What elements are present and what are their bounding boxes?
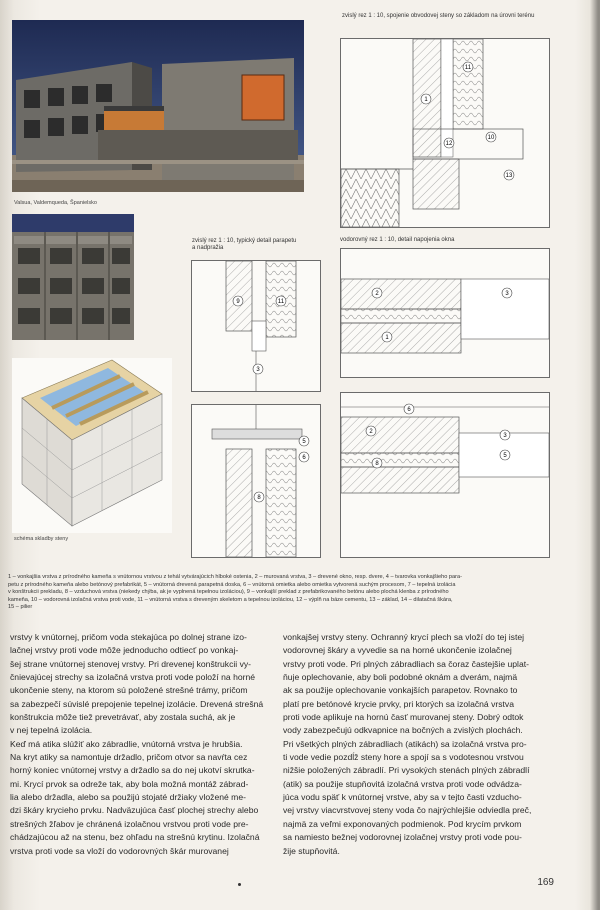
callout-mrb-2: 2 bbox=[369, 429, 373, 435]
callout-tr-10: 10 bbox=[487, 135, 495, 141]
text-line: vrstvy k vnútornej, pričom voda stekajúca po dolnej strane izo- bbox=[10, 632, 247, 642]
wall-scheme-illustration bbox=[12, 358, 172, 533]
text-line: čnievajúcej strechy sa izolačná vrstva proti vode položí na horné bbox=[10, 672, 256, 683]
text-line: sa zabezpečí súvislé prepojenie tepelnej izolácie. Drevená strešná bbox=[10, 698, 264, 709]
text-line: dzi škáry krycieho prvku. Nadväzujúca časť plochej strechy alebo bbox=[10, 805, 259, 816]
text-line: platí pre betónové krycie prvky, pri ktorých sa izolačná vrstva bbox=[283, 698, 515, 709]
drawing-mid-left-title-line2: a nadpražia bbox=[192, 245, 224, 251]
text-line: chádzajúcou až na stenu, bez ohľadu na strešnú krytinu. Izolačná bbox=[10, 832, 260, 843]
photo-house-exterior bbox=[12, 20, 304, 192]
section-drawing-foundation bbox=[340, 38, 550, 228]
callout-mrb-3: 3 bbox=[503, 433, 507, 439]
drawing-mid-left-title bbox=[192, 238, 296, 252]
text-line: vody zabezpečujú odkvapnice na bočných a zvislých plochách. bbox=[283, 725, 523, 736]
text-column-right bbox=[283, 631, 551, 858]
text-line: vej vrstvy viacvrstvovej steny voda čo najrýchlejšie odviedla preč, bbox=[283, 805, 532, 816]
callout-mrb-8: 8 bbox=[375, 461, 379, 467]
text-line: v nej tepelná izolácia. bbox=[10, 725, 93, 736]
page-number: 169 bbox=[537, 877, 554, 888]
text-line: ňuje oplechovanie, aby boli podobné oknám a dverám, najmä bbox=[283, 672, 518, 683]
callout-mlb-8: 8 bbox=[257, 495, 261, 501]
photo-facade bbox=[12, 214, 134, 340]
bullet-dot bbox=[238, 883, 241, 886]
text-line: konštrukcia môže tiež prevetrávať, aby zostala suchá, ak je bbox=[10, 712, 236, 723]
callout-mrb-5: 5 bbox=[503, 453, 507, 459]
photo3-caption: schéma skladby steny bbox=[14, 536, 69, 542]
text-line: vrstva proti vode sa vloží do vodorovných škár murovanej bbox=[10, 845, 229, 856]
text-line: (atik) sa použije stupňovitá izolačná vrstva proti vode odvádza- bbox=[283, 778, 522, 789]
text-column-left bbox=[10, 631, 272, 858]
section-drawing-window-bottom bbox=[340, 392, 550, 558]
legend-line: 15 – pilier bbox=[8, 604, 33, 611]
callout-tr-12: 12 bbox=[445, 141, 453, 147]
legend-line: petu z prírodného kameňa alebo betónový prefabrikát, 5 – vnútorná drevená parapetná doska, 6 – vnútorná omietka alebo omietka vytvorená suchým procesom, 7 – tepelná izolácia bbox=[8, 581, 456, 588]
text-line: lačnej vrstvy proti vode môže jednoducho odtiecť po vonkaj- bbox=[10, 645, 239, 656]
text-line: Pri všetkých plných zábradliach (atikách) sa izolačná vrstva pro- bbox=[283, 738, 527, 749]
callout-mlb-6: 6 bbox=[302, 455, 306, 461]
drawing-mid-right-title: vodorovný rez 1 : 10, detail napojenia okna bbox=[340, 237, 455, 243]
section-drawing-parapet bbox=[191, 260, 321, 392]
callout-ml-11: 11 bbox=[277, 299, 285, 305]
callout-mr-2: 2 bbox=[375, 291, 379, 297]
text-line: sa namiesto bežnej vodorovnej izolačnej vrstvy proti vode pou- bbox=[283, 832, 522, 843]
section-drawing-window-top bbox=[340, 248, 550, 378]
text-line: lia alebo držadla, alebo sa použijú stojaté držiaky vložené me- bbox=[10, 792, 246, 803]
text-line: ak sa použije oplechovanie vonkajších parapetov. Rovnako to bbox=[283, 685, 518, 696]
callout-tr-13: 13 bbox=[505, 173, 513, 179]
callout-mr-1: 1 bbox=[385, 335, 389, 341]
section-drawing-sill bbox=[191, 404, 321, 558]
text-line: Keď má atika slúžiť ako zábradlie, vnútorná vrstva je hrubšia. bbox=[10, 738, 243, 749]
text-line: vodorovnej škáry a vyvedie sa na horné ukončenie izolačnej bbox=[283, 645, 512, 656]
text-line: horný koniec vnútornej vrstvy a držadlo sa do nej ukotví skrutka- bbox=[10, 765, 255, 776]
callout-ml-9: 9 bbox=[236, 299, 240, 305]
callout-tr-11: 11 bbox=[464, 65, 472, 71]
text-line: nižšie položených zábradlí. Pri vysokých stenách plných zábradlí bbox=[283, 765, 530, 776]
callout-mr-3: 3 bbox=[505, 291, 509, 297]
drawing-mid-left-title-line1: zvislý rez 1 : 10, typický detail parapetu bbox=[192, 238, 297, 244]
figure-legend bbox=[8, 574, 548, 612]
text-line: strešných žľabov je chránená izolačnou vrstvou proti vode pre- bbox=[10, 818, 249, 829]
drawing-top-right-title: zvislý rez 1 : 10, spojenie obvodovej steny so základom na úrovni terénu bbox=[342, 13, 535, 19]
text-line: júca vodu späť k vnútornej vrstve, aby sa v tejto časti vzducho- bbox=[283, 792, 522, 803]
callout-mlb-5: 5 bbox=[302, 439, 306, 445]
text-line: mi. Krycí prvok sa odreže tak, aby bola možná montáž zábrad- bbox=[10, 778, 249, 789]
text-line: Na kryt atiky sa namontuje držadlo, pričom otvor sa navŕta cez bbox=[10, 752, 248, 763]
callout-ml-3: 3 bbox=[256, 367, 260, 373]
text-line: proti vode aplikuje na hornú časť murovanej steny. Dobrý odtok bbox=[283, 712, 524, 723]
text-line: žije stupňovitá. bbox=[283, 845, 340, 856]
text-line: šej strane vnútornej stenovej vrstvy. Pri drevenej konštrukcii vy- bbox=[10, 658, 252, 669]
legend-line: 1 – vonkajšia vrstva z prírodného kameňa s vnútornou vrstvou z tehál vytvárajúcich hlboké ostenia, 2 – murovaná vrstva, 3 – drevené okno, resp. dvere, 4 – tvarovka vonkajšieho para- bbox=[8, 574, 462, 580]
photo1-caption: Valsua, Valdemqueda, Španielsko bbox=[14, 200, 97, 206]
text-line: vonkajšej vrstvy steny. Ochranný krycí plech sa vloží do tej istej bbox=[283, 632, 525, 642]
text-line: najmä za veľmi exponovaných podmienok. Pod krycím prvkom bbox=[283, 818, 522, 829]
text-line: vrstvy proti vode. Pri plných zábradliach sa čoraz častejšie uplat- bbox=[283, 658, 529, 669]
text-line: ti vode vedie pozdĺž steny hore a spojí sa s vodotesnou vrstvou bbox=[283, 752, 524, 763]
callout-mrb-6: 6 bbox=[407, 407, 411, 413]
callout-tr-1: 1 bbox=[424, 97, 428, 103]
text-line: ukončenie steny, na ktorom sú položené strešné trámy, pričom bbox=[10, 685, 248, 696]
legend-line: kameňa, 10 – vodorovná izolačná vrstva proti vode, 11 – vnútorná vrstva s dreveným skeletom a tepelnou izoláciou, 12 – výplň na báze cementu, 13 – základ, 14 – dilatačná škára, bbox=[8, 596, 453, 603]
legend-line: v konštrukcii prekladu, 8 – vzduchová vrstva (niekedy chýba, ak je vyplnená tepelnou izoláciou), 9 – vonkajší preklad z prefabrikovaného betónu alebo plochá klenba z prírodného bbox=[8, 589, 449, 596]
